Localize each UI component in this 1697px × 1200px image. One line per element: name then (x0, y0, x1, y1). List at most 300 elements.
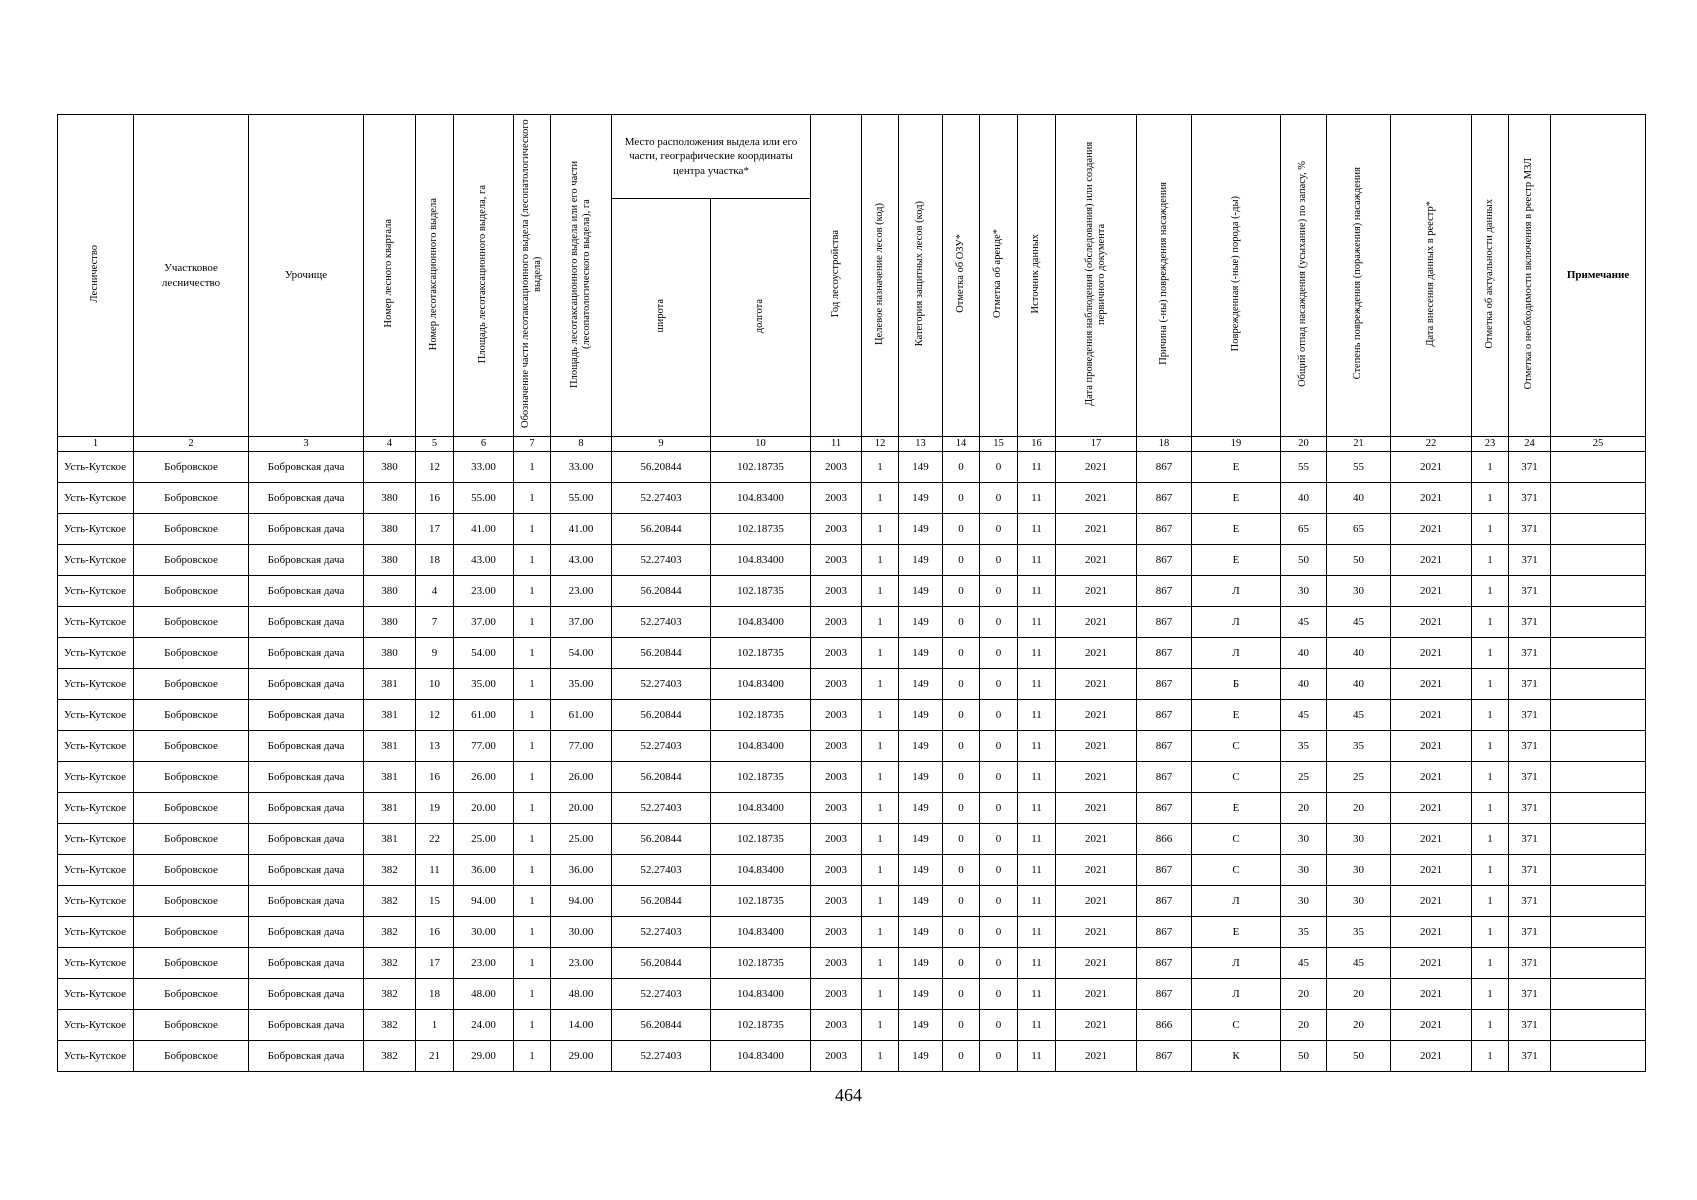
table-cell: 380 (364, 576, 416, 607)
table-cell: 1 (862, 917, 899, 948)
table-cell: Бобровское (134, 731, 249, 762)
table-cell: 371 (1509, 948, 1551, 979)
header-row (58, 115, 1646, 199)
table-cell: Усть-Кутское (58, 793, 134, 824)
table-cell: 380 (364, 483, 416, 514)
table-cell: 371 (1509, 607, 1551, 638)
table-cell: Л (1192, 886, 1281, 917)
table-cell: Усть-Кутское (58, 762, 134, 793)
table-cell: 52.27403 (612, 793, 711, 824)
table-cell: Бобровское (134, 855, 249, 886)
table-cell: 2003 (811, 824, 862, 855)
table-cell: 2021 (1391, 607, 1472, 638)
column-number-cell: 13 (899, 437, 943, 452)
table-cell: Е (1192, 793, 1281, 824)
table-cell (1551, 793, 1646, 824)
table-row (58, 855, 1646, 886)
table-cell: 23.00 (551, 948, 612, 979)
table-cell: 1 (1472, 576, 1509, 607)
column-number-cell: 23 (1472, 437, 1509, 452)
table-cell: Бобровское (134, 762, 249, 793)
table-cell: 18 (416, 979, 454, 1010)
table-cell: 104.83400 (711, 607, 811, 638)
table-cell: 30 (1327, 824, 1391, 855)
table-cell: 1 (514, 669, 551, 700)
table-cell: 104.83400 (711, 483, 811, 514)
table-cell: Усть-Кутское (58, 917, 134, 948)
table-cell: 2021 (1056, 979, 1137, 1010)
table-cell: 371 (1509, 793, 1551, 824)
table-cell: С (1192, 1010, 1281, 1041)
table-cell: 2021 (1056, 545, 1137, 576)
table-cell: 2021 (1056, 452, 1137, 483)
table-cell: 2003 (811, 1041, 862, 1072)
table-cell: 1 (1472, 1041, 1509, 1072)
table-cell: 0 (980, 886, 1018, 917)
table-cell: 149 (899, 545, 943, 576)
table-cell: 149 (899, 452, 943, 483)
table-cell: 867 (1137, 731, 1192, 762)
table-cell: 11 (1018, 948, 1056, 979)
table-cell: 0 (943, 762, 980, 793)
table-cell: Усть-Кутское (58, 1010, 134, 1041)
table-cell: 11 (1018, 824, 1056, 855)
header-cell-2: Участковое лесничество (134, 115, 249, 437)
table-cell: 2021 (1056, 483, 1137, 514)
table-cell (1551, 483, 1646, 514)
table-cell: 11 (1018, 762, 1056, 793)
table-cell: 29.00 (551, 1041, 612, 1072)
table-row (58, 731, 1646, 762)
table-cell: 371 (1509, 576, 1551, 607)
table-cell: 54.00 (551, 638, 612, 669)
table-cell: Бобровское (134, 917, 249, 948)
table-cell: 0 (943, 979, 980, 1010)
column-number-cell: 9 (612, 437, 711, 452)
table-cell: 56.20844 (612, 638, 711, 669)
table-cell: 102.18735 (711, 576, 811, 607)
table-cell: 0 (980, 607, 1018, 638)
table-cell: 1 (1472, 514, 1509, 545)
table-cell: 104.83400 (711, 917, 811, 948)
table-cell: 867 (1137, 452, 1192, 483)
table-cell: Бобровское (134, 1041, 249, 1072)
table-cell: 20 (1327, 793, 1391, 824)
table-cell: 0 (943, 824, 980, 855)
table-cell: 867 (1137, 669, 1192, 700)
table-cell: 1 (862, 669, 899, 700)
table-cell: 867 (1137, 886, 1192, 917)
table-cell: 11 (1018, 545, 1056, 576)
table-cell: Бобровское (134, 700, 249, 731)
table-cell: 2003 (811, 607, 862, 638)
table-cell: 149 (899, 886, 943, 917)
table-cell: 11 (1018, 576, 1056, 607)
table-cell: 2021 (1056, 638, 1137, 669)
table-cell: 104.83400 (711, 731, 811, 762)
table-cell: 371 (1509, 824, 1551, 855)
table-cell: 40 (1327, 638, 1391, 669)
table-cell: 1 (862, 607, 899, 638)
table-cell: 102.18735 (711, 824, 811, 855)
table-cell: 1 (514, 948, 551, 979)
table-cell: 1 (1472, 700, 1509, 731)
table-cell: 382 (364, 979, 416, 1010)
table-cell: 2021 (1391, 948, 1472, 979)
table-cell: 43.00 (454, 545, 514, 576)
table-cell: 33.00 (551, 452, 612, 483)
header-cell-1: Лесничество (58, 115, 134, 437)
header-cell-23: Отметка об актуальности данных (1472, 115, 1509, 437)
table-cell: 2021 (1391, 1041, 1472, 1072)
table-body (58, 452, 1646, 1072)
table-cell: 1 (1472, 452, 1509, 483)
table-cell: 381 (364, 824, 416, 855)
table-cell: 36.00 (551, 855, 612, 886)
table-cell: 2021 (1056, 948, 1137, 979)
table-cell: 867 (1137, 793, 1192, 824)
table-cell: 380 (364, 452, 416, 483)
table-cell: 382 (364, 886, 416, 917)
table-cell: 1 (862, 731, 899, 762)
table-cell: 1 (862, 762, 899, 793)
table-cell: Бобровская дача (249, 979, 364, 1010)
table-cell: 12 (416, 700, 454, 731)
table-cell: 11 (1018, 979, 1056, 1010)
table-cell (1551, 514, 1646, 545)
table-cell: 2021 (1391, 1010, 1472, 1041)
table-cell: Бобровская дача (249, 545, 364, 576)
table-cell: 2021 (1056, 917, 1137, 948)
table-cell: 149 (899, 855, 943, 886)
table-cell: 1 (514, 979, 551, 1010)
table-cell: 0 (943, 483, 980, 514)
table-cell: 37.00 (454, 607, 514, 638)
table-cell: 2021 (1391, 514, 1472, 545)
table-cell: 1 (862, 576, 899, 607)
table-row (58, 452, 1646, 483)
table-cell: 1 (862, 514, 899, 545)
table-cell: 0 (943, 514, 980, 545)
table-cell: 11 (1018, 855, 1056, 886)
column-number-cell: 14 (943, 437, 980, 452)
table-cell: 1 (1472, 483, 1509, 514)
table-cell: 381 (364, 793, 416, 824)
table-cell: 149 (899, 638, 943, 669)
forest-damage-register-sheet (57, 114, 1635, 1072)
column-number-cell: 16 (1018, 437, 1056, 452)
table-cell: 0 (980, 576, 1018, 607)
table-cell: Усть-Кутское (58, 979, 134, 1010)
table-cell: 1 (514, 638, 551, 669)
table-cell: 149 (899, 762, 943, 793)
table-cell: 48.00 (454, 979, 514, 1010)
table-cell (1551, 855, 1646, 886)
table-cell: 20 (1281, 979, 1327, 1010)
table-cell: 867 (1137, 979, 1192, 1010)
table-cell: 149 (899, 1010, 943, 1041)
table-cell (1551, 669, 1646, 700)
table-cell: 2021 (1056, 886, 1137, 917)
table-cell: 0 (980, 917, 1018, 948)
table-cell (1551, 762, 1646, 793)
table-cell: Бобровское (134, 1010, 249, 1041)
table-cell: К (1192, 1041, 1281, 1072)
table-cell: 102.18735 (711, 762, 811, 793)
table-cell: 19 (416, 793, 454, 824)
table-cell: 2021 (1391, 731, 1472, 762)
table-cell (1551, 452, 1646, 483)
table-cell: 0 (980, 514, 1018, 545)
table-cell: 1 (862, 886, 899, 917)
table-cell: 56.20844 (612, 452, 711, 483)
table-cell: 0 (980, 483, 1018, 514)
table-cell (1551, 979, 1646, 1010)
table-cell: Е (1192, 483, 1281, 514)
table-cell: 1 (416, 1010, 454, 1041)
table-cell: 380 (364, 514, 416, 545)
table-cell: 61.00 (551, 700, 612, 731)
table-cell: 17 (416, 948, 454, 979)
table-cell: 0 (943, 886, 980, 917)
header-cell-7: Обозначение части лесотаксационного выдела (лесопатологического выдела) (514, 115, 551, 437)
table-cell: 380 (364, 638, 416, 669)
table-cell: 52.27403 (612, 855, 711, 886)
header-cell-4: Номер лесного квартала (364, 115, 416, 437)
table-cell: 866 (1137, 1010, 1192, 1041)
table-cell: 1 (1472, 793, 1509, 824)
table-row (58, 638, 1646, 669)
table-cell: 2003 (811, 793, 862, 824)
table-cell: 16 (416, 762, 454, 793)
table-cell: 2021 (1056, 700, 1137, 731)
table-cell: 11 (1018, 917, 1056, 948)
table-row (58, 483, 1646, 514)
table-cell: 102.18735 (711, 514, 811, 545)
table-cell: 2021 (1056, 855, 1137, 886)
table-cell (1551, 576, 1646, 607)
table-cell: 40 (1327, 483, 1391, 514)
table-cell: 2021 (1056, 1010, 1137, 1041)
table-cell: Усть-Кутское (58, 731, 134, 762)
table-cell: 1 (862, 1041, 899, 1072)
table-cell: 371 (1509, 1010, 1551, 1041)
table-cell: 0 (980, 1041, 1018, 1072)
column-number-cell: 22 (1391, 437, 1472, 452)
table-cell: 25 (1281, 762, 1327, 793)
table-cell: 25 (1327, 762, 1391, 793)
table-cell: 1 (514, 483, 551, 514)
table-cell: 2021 (1391, 824, 1472, 855)
table-cell: 0 (943, 1010, 980, 1041)
table-cell: 0 (943, 638, 980, 669)
column-number-cell: 3 (249, 437, 364, 452)
table-cell: 20 (1281, 793, 1327, 824)
table-cell: 2003 (811, 576, 862, 607)
table-cell: 11 (1018, 452, 1056, 483)
table-cell: 149 (899, 576, 943, 607)
table-cell (1551, 1010, 1646, 1041)
column-number-cell: 6 (454, 437, 514, 452)
table-cell: Бобровское (134, 948, 249, 979)
table-cell: Бобровская дача (249, 948, 364, 979)
table-cell: 1 (1472, 762, 1509, 793)
table-cell: 14.00 (551, 1010, 612, 1041)
table-row (58, 917, 1646, 948)
table-row (58, 576, 1646, 607)
table-cell: 20 (1327, 1010, 1391, 1041)
table-cell: 11 (1018, 700, 1056, 731)
table-cell: 36.00 (454, 855, 514, 886)
table-cell: 1 (514, 886, 551, 917)
table-cell: 371 (1509, 669, 1551, 700)
table-cell: 2021 (1391, 483, 1472, 514)
table-cell: 35 (1327, 731, 1391, 762)
column-number-cell: 19 (1192, 437, 1281, 452)
table-cell: 25.00 (454, 824, 514, 855)
table-row (58, 793, 1646, 824)
table-cell: 52.27403 (612, 545, 711, 576)
table-cell: 371 (1509, 545, 1551, 576)
table-cell: 11 (1018, 514, 1056, 545)
table-cell: 45 (1327, 700, 1391, 731)
header-cell-14: Отметка об ОЗУ* (943, 115, 980, 437)
table-cell: 1 (514, 452, 551, 483)
table-cell: 0 (943, 545, 980, 576)
table-cell: 1 (1472, 638, 1509, 669)
table-cell: 382 (364, 855, 416, 886)
column-number-cell: 15 (980, 437, 1018, 452)
table-cell: 382 (364, 1041, 416, 1072)
table-cell: 16 (416, 483, 454, 514)
table-cell: Е (1192, 452, 1281, 483)
table-cell: 56.20844 (612, 700, 711, 731)
table-cell: 381 (364, 731, 416, 762)
table-cell: 54.00 (454, 638, 514, 669)
table-cell: Усть-Кутское (58, 855, 134, 886)
table-cell: 1 (1472, 824, 1509, 855)
table-cell: 149 (899, 824, 943, 855)
table-cell: 102.18735 (711, 948, 811, 979)
table-cell: 149 (899, 1041, 943, 1072)
table-cell: 149 (899, 669, 943, 700)
column-number-cell: 1 (58, 437, 134, 452)
table-cell (1551, 545, 1646, 576)
table-cell: 2021 (1056, 1041, 1137, 1072)
table-cell: 35 (1281, 917, 1327, 948)
table-cell: 56.20844 (612, 824, 711, 855)
table-cell: 1 (514, 700, 551, 731)
table-cell: 1 (1472, 1010, 1509, 1041)
table-cell: 45 (1281, 948, 1327, 979)
table-cell: 867 (1137, 514, 1192, 545)
table-cell: Бобровское (134, 824, 249, 855)
table-cell: 30 (1281, 576, 1327, 607)
table-cell: 1 (514, 917, 551, 948)
table-cell: Усть-Кутское (58, 824, 134, 855)
table-cell: 382 (364, 917, 416, 948)
table-cell: 1 (862, 700, 899, 731)
table-cell: 11 (1018, 669, 1056, 700)
column-number-cell: 20 (1281, 437, 1327, 452)
table-cell: 30 (1281, 855, 1327, 886)
table-cell: 0 (943, 576, 980, 607)
table-cell: 2021 (1056, 607, 1137, 638)
table-cell (1551, 700, 1646, 731)
table-cell: 1 (862, 824, 899, 855)
table-cell: 41.00 (551, 514, 612, 545)
table-cell: Бобровская дача (249, 917, 364, 948)
table-cell: Усть-Кутское (58, 514, 134, 545)
table-cell: 1 (514, 731, 551, 762)
table-cell: Бобровское (134, 607, 249, 638)
table-cell: С (1192, 824, 1281, 855)
table-cell (1551, 607, 1646, 638)
table-cell: Бобровская дача (249, 793, 364, 824)
table-cell: Усть-Кутское (58, 700, 134, 731)
table-cell: 867 (1137, 948, 1192, 979)
table-cell: 4 (416, 576, 454, 607)
table-cell: 2003 (811, 917, 862, 948)
table-cell: 10 (416, 669, 454, 700)
table-cell: 40 (1327, 669, 1391, 700)
table-cell: 1 (862, 1010, 899, 1041)
header-cell-9: широта (612, 199, 711, 437)
table-cell: 15 (416, 886, 454, 917)
table-cell: 102.18735 (711, 452, 811, 483)
table-cell: 77.00 (551, 731, 612, 762)
header-cell-15: Отметка об аренде* (980, 115, 1018, 437)
header-cell-8: Площадь лесотаксационного выдела или его части (лесопатологического выдела), га (551, 115, 612, 437)
table-cell: Е (1192, 514, 1281, 545)
header-cell-22: Дата внесения данных в реестр* (1391, 115, 1472, 437)
table-cell: 1 (514, 855, 551, 886)
table-cell: 1 (862, 638, 899, 669)
table-cell: 1 (514, 824, 551, 855)
table-cell: 65 (1327, 514, 1391, 545)
table-cell: 52.27403 (612, 917, 711, 948)
table-cell: 1 (862, 948, 899, 979)
table-cell: 40 (1281, 669, 1327, 700)
table-cell: 0 (980, 700, 1018, 731)
table-cell: 381 (364, 762, 416, 793)
table-cell: С (1192, 762, 1281, 793)
table-cell: 371 (1509, 886, 1551, 917)
table-cell: 867 (1137, 576, 1192, 607)
column-number-cell: 24 (1509, 437, 1551, 452)
table-cell: 2003 (811, 948, 862, 979)
table-cell: 1 (1472, 607, 1509, 638)
table-cell: 11 (1018, 731, 1056, 762)
table-cell: 381 (364, 669, 416, 700)
table-cell: С (1192, 855, 1281, 886)
table-cell: 61.00 (454, 700, 514, 731)
table-cell: 1 (862, 545, 899, 576)
table-cell: Бобровское (134, 638, 249, 669)
table-cell: 26.00 (551, 762, 612, 793)
table-cell: 2003 (811, 731, 862, 762)
table-cell: 867 (1137, 855, 1192, 886)
column-number-cell: 8 (551, 437, 612, 452)
table-cell: 371 (1509, 1041, 1551, 1072)
table-cell: 1 (1472, 855, 1509, 886)
table-cell: 866 (1137, 824, 1192, 855)
header-cell-location-group: Место расположения выдела или его части, географические координаты центра участка* (612, 115, 811, 199)
table-cell: 2021 (1056, 669, 1137, 700)
table-cell: 1 (514, 1010, 551, 1041)
table-cell: 52.27403 (612, 979, 711, 1010)
table-cell: 104.83400 (711, 545, 811, 576)
